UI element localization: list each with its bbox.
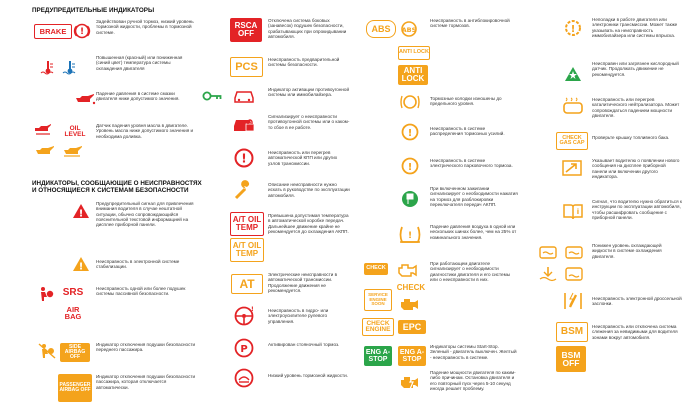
car-lock-icon — [232, 114, 256, 136]
desc-converter: Неисправен или загрязнен кислородный датчик. Продолжать движение не рекомендуется. — [592, 61, 679, 77]
coolant-temp-cold-icon — [62, 60, 78, 76]
desc-coolant-low: Понижен уровень охлаждающей жидкости в системе охлаждения двигателя. — [592, 243, 662, 259]
side-airbag-off-label: SIDE AIRBAG OFF — [60, 343, 90, 362]
desc-catalyst: Неисправность или перегрев каталитического нейтрализатора. Может сопровождаться падением мощности двигателя. — [592, 97, 680, 118]
section-title-warning: ПРЕДУПРЕДИТЕЛЬНЫЕ ИНДИКАТОРЫ — [32, 7, 155, 14]
check-engine-badge: CHECK — [364, 263, 388, 275]
svg-text:!: ! — [78, 261, 84, 273]
engine-power-icon — [398, 374, 422, 390]
abs-label: ABS — [366, 20, 396, 38]
svg-text:!: ! — [407, 231, 413, 241]
passenger-airbag-off-label: PASSENGER AIRBAG OFF — [58, 374, 92, 402]
steering-wheel-icon — [234, 306, 254, 326]
section-title-malfunction: ИНДИКАТОРЫ, СООБЩАЮЩИЕ О НЕИСПРАВНОСТЯХ И ОТНОСЯЩИЕСЯ К СИСТЕМАМ БЕЗОПАСНОСТИ — [32, 180, 202, 195]
desc-oil-pressure: Падение давления в системе смазки двигателя ниже допустимого значения. — [96, 91, 180, 102]
desc-side-airbag: Индикатор отключения подушки безопасности переднего пассажира. — [96, 342, 196, 353]
desc-brake-dist: Неисправность в системе распределения тормозных усилий. — [430, 126, 505, 137]
epb-icon — [400, 156, 420, 176]
desc-wrench: Описание неисправности нужно искать в руководстве по эксплуатации автомобиля. — [268, 182, 350, 198]
catalyst-icon — [562, 98, 584, 116]
desc-message: Указывает водителю о появлении нового сообщения на дисплее приборной панели или включении другого индикатора. — [592, 158, 680, 179]
desc-brake: Задействован ручной тормоз, низкий уровень тормозной жидкости, проблемы в тормозной системе. — [96, 19, 194, 35]
svg-text:!: ! — [407, 162, 413, 173]
svg-text:!: ! — [241, 151, 247, 166]
desc-engine-power: Падение мощности двигателя по каким-либо причинам. Остановка двигателя и его повторный пуск через 5-10 секунд иногда решает проблему. — [430, 370, 516, 391]
brake-dist-icon — [400, 122, 420, 142]
desc-stability: Неисправность в электронной системе стабилизации. — [96, 259, 180, 270]
svg-text:i: i — [576, 208, 580, 216]
coolant-level-small-icon — [564, 266, 584, 282]
airbag-label: AIR BAG — [64, 304, 82, 321]
parking-brake-icon — [234, 338, 254, 358]
svg-text:ABS: ABS — [401, 26, 417, 34]
desc-rsca: Отключена система боковых (занавесок) подушек безопасности, срабатывающих при опрокидывании автомобиля. — [268, 18, 347, 39]
svg-text:!: ! — [78, 208, 84, 220]
desc-attention: Предупредительный сигнал для привлечения внимания водителя в случае нештатной ситуации, обычно сопровождающийся пояснительной текстовой информацией на дисплее приборной панели. — [96, 201, 194, 228]
bsm-label: BSM — [556, 322, 588, 342]
check-gas-cap-label: CHECK GAS CAP — [556, 132, 588, 150]
transmission-gear-icon — [234, 148, 254, 168]
desc-oil-level: Датчик падения уровня масла в двигателе. Уровень масла ниже допустимого значения и необходима доливка. — [96, 123, 194, 139]
service-engine-soon-label: SERVICE ENGINE SOON — [364, 289, 392, 311]
desc-epb: Неисправность в системе электрического парковочного тормоза. — [430, 158, 513, 169]
tire-pressure-icon — [398, 225, 422, 245]
antilock-label-small: ANTI LOCK — [398, 46, 430, 60]
desc-at-oil-temp: Превышена допустимая температура в автоматической коробке передач. Дальнейшее движение крайне не рекомендуется до охлаждения АКПП. — [268, 213, 349, 234]
desc-coolant: Повышенная (красный) или пониженная (синий цвет) температура системы охлаждения двигателя — [96, 55, 183, 71]
check-label: CHECK — [396, 283, 426, 292]
engine-outline-icon — [396, 262, 420, 278]
engine-filled-icon — [398, 296, 422, 312]
svg-text:!: ! — [79, 27, 85, 37]
abs-circle-icon — [400, 20, 418, 38]
immobilizer-car-icon — [232, 85, 256, 105]
bsm-off-label: BSM OFF — [556, 346, 586, 372]
oil-level-yellow-icon — [62, 145, 84, 157]
srs-label: SRS — [62, 286, 84, 298]
brake-pedal-icon — [400, 189, 420, 209]
at-oil-temp-yellow-label: A/T OIL TEMP — [230, 238, 264, 262]
desc-transmission: Неисправность или перегрев автоматической КПП или других узлов трансмиссии. — [268, 150, 338, 166]
coolant-tank-small-icon — [564, 244, 584, 260]
brake-circle-icon — [74, 23, 90, 39]
oil-pressure-icon — [74, 93, 96, 105]
svg-text:P: P — [240, 344, 248, 355]
desc-parking: Активирован стояночный тормоз. — [268, 342, 340, 347]
desc-brake-fluid: Низкий уровень тормозной жидкости. — [268, 373, 348, 378]
desc-car-lock: Сигнализирует о неисправности противоугонной системы или о каком-то сбое в ее работе. — [268, 114, 350, 130]
desc-abs: Неисправность в антиблокировочной системе тормозов. — [430, 18, 510, 29]
desc-brake-pads: Тормозные колодки изношены до предельного уровня. — [430, 96, 502, 107]
brake-fluid-icon — [234, 368, 254, 388]
pcs-label: PCS — [230, 57, 263, 77]
immobilizer-key-icon — [202, 90, 222, 102]
coolant-tank-icon — [538, 244, 558, 260]
rsca-off-label: RSCA OFF — [230, 18, 262, 42]
desc-check-engine: При работающем двигателе сигнализирует о необходимости диагностики двигателя и его системы или о неисправности в них. — [430, 261, 511, 282]
desc-start-stop: Индикаторы системы Start-Stop. Зеленый - двигатель выключен. Желтый - неисправность в системе. — [430, 344, 517, 360]
desc-bsm: Неисправность или отключена система слежения за невидимыми для водителя зонами вокруг автомобиля. — [592, 324, 678, 340]
side-airbag-icon — [38, 343, 56, 359]
check-engine-label: CHECK ENGINE — [362, 318, 394, 336]
desc-brake-pedal: При включенном зажигании сигнализирует о необходимости нажатия на тормоз для разблокировки переключателя передач АКПП. — [430, 186, 518, 207]
oxygen-sensor-icon — [564, 66, 582, 82]
desc-tire: Падение давления воздуха в одной или нескольких шинах более, чем на 25% от номинального значения. — [430, 224, 517, 240]
desc-manual: Сигнал, что водителю нужно обратиться к инструкции по эксплуатации автомобиля, чтобы расшифровать сообщение с приборной панели. — [592, 199, 682, 220]
attention-triangle-icon — [72, 203, 90, 219]
message-arrow-icon — [562, 160, 582, 178]
manual-book-icon — [562, 203, 584, 221]
desc-at: Электрические неисправности в автоматической трансмиссии. Продолжение движения не рекомендуется. — [268, 272, 338, 293]
wrench-icon — [234, 180, 254, 200]
desc-immobilizer: Индикатор активации противоугонной системы или иммобилайзера. — [268, 87, 350, 98]
desc-throttle: Неисправность электронной дроссельной заслонки. — [592, 296, 682, 307]
desc-electronic: Неполадки в работе двигателя или электроники трансмиссии. Может также указывать на неисправность иммобилайзера или системы впрыска. — [592, 17, 678, 38]
desc-passenger-airbag: Индикатор отключения подушки безопасности пассажира, которая отключается автоматически. — [96, 374, 196, 390]
antilock-label: ANTI LOCK — [398, 65, 428, 85]
stability-triangle-icon — [72, 256, 90, 272]
eng-a-stop-green-label: ENG A-STOP — [364, 346, 392, 366]
brake-pads-icon — [400, 92, 420, 112]
desc-steering: Неисправность в гидро- или электроусилителе рулевого управления. — [268, 308, 329, 324]
throttle-icon — [562, 290, 584, 312]
at-oil-temp-label: A/T OIL TEMP — [230, 212, 264, 236]
brake-indicator: BRAKE — [34, 24, 72, 39]
oil-level-icon — [34, 122, 52, 136]
coolant-temp-icon — [40, 60, 56, 76]
desc-pcs: Неисправность предварительной системы безопасности. — [268, 57, 340, 68]
electronic-gear-icon — [562, 18, 584, 38]
coolant-level-icon — [538, 266, 558, 282]
oil-level-label: OIL LEVEL — [64, 124, 86, 138]
oil-can-yellow-icon — [34, 145, 56, 157]
airbag-person-icon — [38, 286, 54, 302]
svg-text:!: ! — [407, 128, 413, 139]
at-label: AT — [231, 274, 263, 294]
eng-a-stop-yellow-label: ENG A-STOP — [398, 346, 426, 366]
epc-label: EPC — [398, 320, 426, 334]
svg-text:!: ! — [570, 24, 576, 35]
svg-text:!: ! — [251, 306, 254, 313]
desc-gas-cap: Проверьте крышку топливного бака. — [592, 135, 670, 140]
desc-srs: Неисправность одной или более подушек системы пассивной безопасности. — [96, 286, 186, 297]
